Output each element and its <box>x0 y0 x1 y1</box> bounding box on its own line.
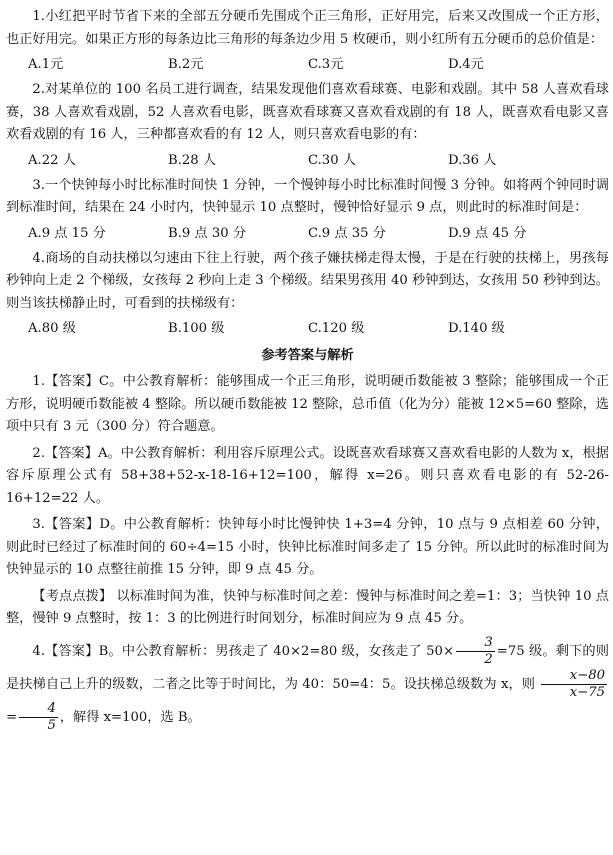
q2-option-b: B.28 人 <box>168 152 217 168</box>
answer-4-part1: 4.【答案】B。中公教育解析：男孩走了 40×2=80 级，女孩走了 50× <box>32 643 454 659</box>
answers-heading: 参考答案与解析 <box>261 348 354 363</box>
answer-1: 1.【答案】C。中公教育解析：能够围成一个正三角形，说明硬币数能被 3 整除；能够围成一个正方形，说明硬币数能被 4 整除。所以硬币数能被 12 整除，总币值（化为分）能被 12×5=60 整除，选项中只有 3 元（300 分）符合题意。 <box>6 374 609 434</box>
q4-option-d: D.140 级 <box>448 321 505 336</box>
q3-option-c: C.9 点 35 分 <box>308 225 386 241</box>
q3-option-a: A.9 点 15 分 <box>28 225 106 241</box>
equation-left-denominator: x−75 <box>569 684 605 700</box>
q2-option-a: A.22 人 <box>28 152 76 168</box>
question-2-text: 2.对某单位的 100 名员工进行调查，结果发现他们喜欢看球赛、电影和戏剧。其中 58 人喜欢看球赛，38 人喜欢看戏剧，52 人喜欢看电影，既喜欢看球赛又喜欢看戏剧的有 18 人，既喜欢看电影又喜欢看戏剧的有 16 人，三种都喜欢看的有 12 人，则只喜欢看电影的有： <box>6 82 609 142</box>
answer-3-tip: 【考点点拨】 以标准时间为准，快钟与标准时间之差：慢钟与标准时间之差=1：3；当快钟 10 点整，慢钟 9 点整时，按 1：3 的比例进行时间划分，标准时间应为 9 点 45 分。 <box>6 588 609 626</box>
question-4-text: 4.商场的自动扶梯以匀速由下往上行驶，两个孩子嫌扶梯走得太慢，于是在行驶的扶梯上，男孩每秒钟向上走 2 个梯级，女孩每 2 秒向上走 3 个梯级。结果男孩用 40 秒钟到达，女孩用 50 秒钟到达。则当该扶梯静止时，可看到的扶梯级有： <box>6 250 609 311</box>
fraction-three-halves <box>456 635 495 668</box>
question-3-options <box>6 222 609 246</box>
q1-option-d: D.4元 <box>448 57 484 72</box>
question-1-text: 1.小红把平时节省下来的全部五分硬币先围成个正三角形，正好用完，后来又改围成一个正方形，也正好用完。如果正方形的每条边比三角形的每条边少用 5 枚硬币，则小红所有五分硬币的总价值是： <box>6 9 609 47</box>
q1-option-c: C.3元 <box>308 57 344 72</box>
equation-right-fraction <box>19 701 58 734</box>
equation-left-numerator: x−80 <box>541 668 607 685</box>
equation-right-denominator: 5 <box>47 717 56 733</box>
fraction-numerator: 3 <box>456 635 495 652</box>
q4-option-c: C.120 级 <box>308 321 365 336</box>
equation-right-numerator: 4 <box>19 701 58 718</box>
equation-left-fraction <box>541 668 607 701</box>
question-1-options <box>6 53 609 77</box>
answer-3: 3.【答案】D。中公教育解析：快钟每小时比慢钟快 1+3=4 分钟，10 点与 9 点相差 60 分钟，则此时已经过了标准时间的 60÷4=15 小时，快钟比标准时间多走了 15 分钟。所以此时的标准时间为快钟显示的 10 点整往前推 15 分钟，即 9 点 45 分。 <box>6 517 609 577</box>
fraction-denominator: 2 <box>484 651 493 667</box>
q2-option-d: D.36 人 <box>448 152 497 168</box>
answer-4-part2: =75 级。剩下的则是扶梯自己上升的级数，二者之比等于时间比，为 40：50=4：5。设扶梯总级数为 x，则 <box>6 643 609 692</box>
q4-option-b: B.100 级 <box>168 321 225 336</box>
q2-option-c: C.30 人 <box>308 152 356 168</box>
q1-option-a: A.1元 <box>28 57 64 72</box>
question-4-options <box>6 317 609 341</box>
question-3-text: 3.一个快钟每小时比标准时间快 1 分钟，一个慢钟每小时比标准时间慢 3 分钟。如将两个钟同时调到标准时间，结果在 24 小时内，快钟显示 10 点整时，慢钟恰好显示 9 点，则此时的标准时间是： <box>6 177 609 215</box>
q3-option-b: B.9 点 30 分 <box>168 225 247 241</box>
equation-equals-sign: = <box>6 709 18 725</box>
q1-option-b: B.2元 <box>168 57 204 72</box>
answer-4 <box>6 635 609 734</box>
question-2-options <box>6 149 609 173</box>
q3-option-d: D.9 点 45 分 <box>448 225 527 241</box>
q4-option-a: A.80 级 <box>28 321 76 336</box>
answer-2: 2.【答案】A。中公教育解析：利用容斥原理公式。设既喜欢看球赛又喜欢看电影的人数为 x，根据容斥原理公式有 58+38+52-x-18-16+12=100，解得 x=26。则只喜欢看电影的有 52-26-16+12=22 人。 <box>6 445 609 506</box>
answer-4-part3: ，解得 x=100，选 B。 <box>59 709 201 725</box>
